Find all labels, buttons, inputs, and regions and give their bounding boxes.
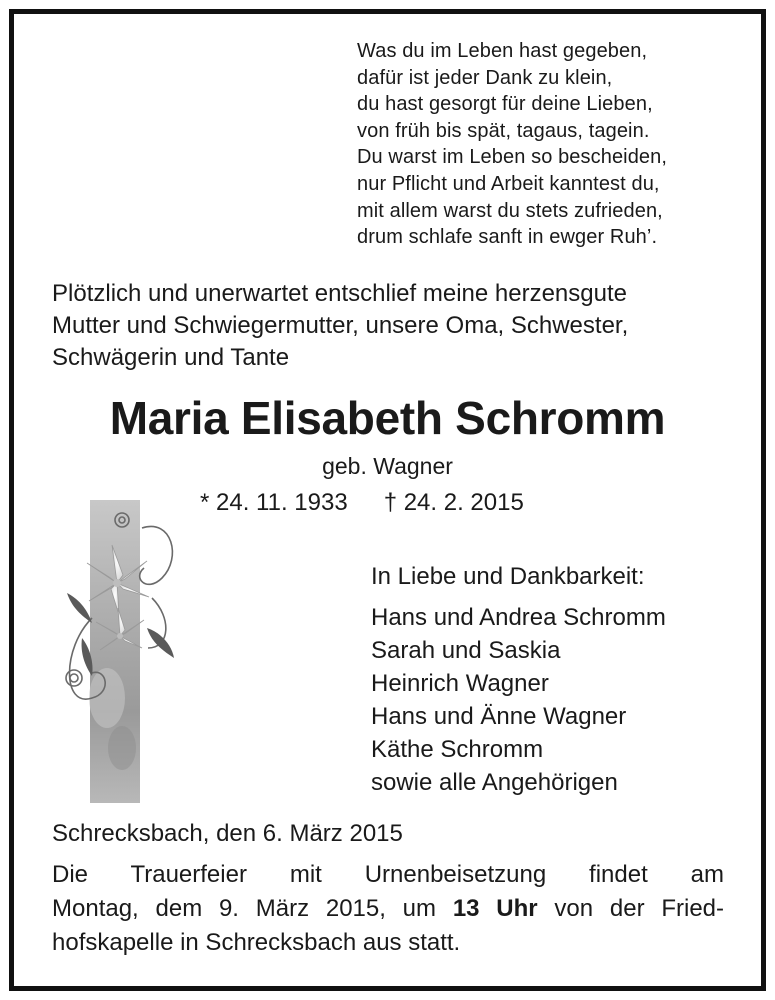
service-line xyxy=(52,892,724,926)
birth-name: geb. Wagner xyxy=(322,453,453,479)
place-and-date: Schrecksbach, den 6. März 2015 xyxy=(52,820,403,847)
death-date: † 24. 2. 2015 xyxy=(383,489,524,516)
birth-date: * 24. 11. 1933 xyxy=(200,489,348,516)
poem-line: Was du im Leben hast gegeben, xyxy=(357,40,648,62)
service-text: Montag, dem 9. März 2015, um xyxy=(52,895,453,922)
lily-cross-icon xyxy=(52,498,182,803)
poem-line: dafür ist jeder Dank zu klein, xyxy=(357,66,613,89)
poem-line: du hast gesorgt für deine Lieben, xyxy=(357,93,653,116)
poem-line: mit allem warst du stets zufrieden, xyxy=(357,199,663,222)
mourners-heading: In Liebe und Dankbarkeit: xyxy=(371,563,645,590)
announcement-text xyxy=(52,278,732,374)
mourners-list xyxy=(371,560,666,799)
announcement-line: Mutter und Schwiegermutter, unsere Oma, Schwester, xyxy=(52,312,629,339)
announcement-line: Plötzlich und unerwartet entschlief meine herzensgute xyxy=(52,280,627,307)
poem-line: nur Pflicht und Arbeit kanntest du, xyxy=(357,172,660,195)
announcement-line: Schwägerin und Tante xyxy=(52,344,290,371)
mourner-name: Hans und Änne Wagner xyxy=(371,703,627,730)
service-text: von der Fried- xyxy=(537,895,725,922)
poem-line: Du warst im Leben so bescheiden, xyxy=(357,146,668,169)
mourner-name: Hans und Andrea Schromm xyxy=(371,604,666,631)
mourner-name: Heinrich Wagner xyxy=(371,670,549,697)
poem-line: von früh bis spät, tagaus, tagein. xyxy=(357,119,650,142)
memorial-poem xyxy=(357,38,667,251)
service-time: 13 Uhr xyxy=(452,895,538,922)
mourner-name: Käthe Schromm xyxy=(371,736,544,763)
life-dates xyxy=(200,488,524,518)
mourner-name: sowie alle Angehörigen xyxy=(371,769,618,796)
service-line: Die Trauerfeier mit Urnenbeisetzung findet am xyxy=(52,861,724,888)
deceased-name: Maria Elisabeth Schromm xyxy=(109,392,666,444)
mourner-name: Sarah und Saskia xyxy=(371,637,561,664)
service-line: hofskapelle in Schrecksbach aus statt. xyxy=(52,929,461,956)
poem-line: drum schlafe sanft in ewger Ruh’. xyxy=(357,226,658,249)
funeral-service-notice xyxy=(52,858,724,960)
